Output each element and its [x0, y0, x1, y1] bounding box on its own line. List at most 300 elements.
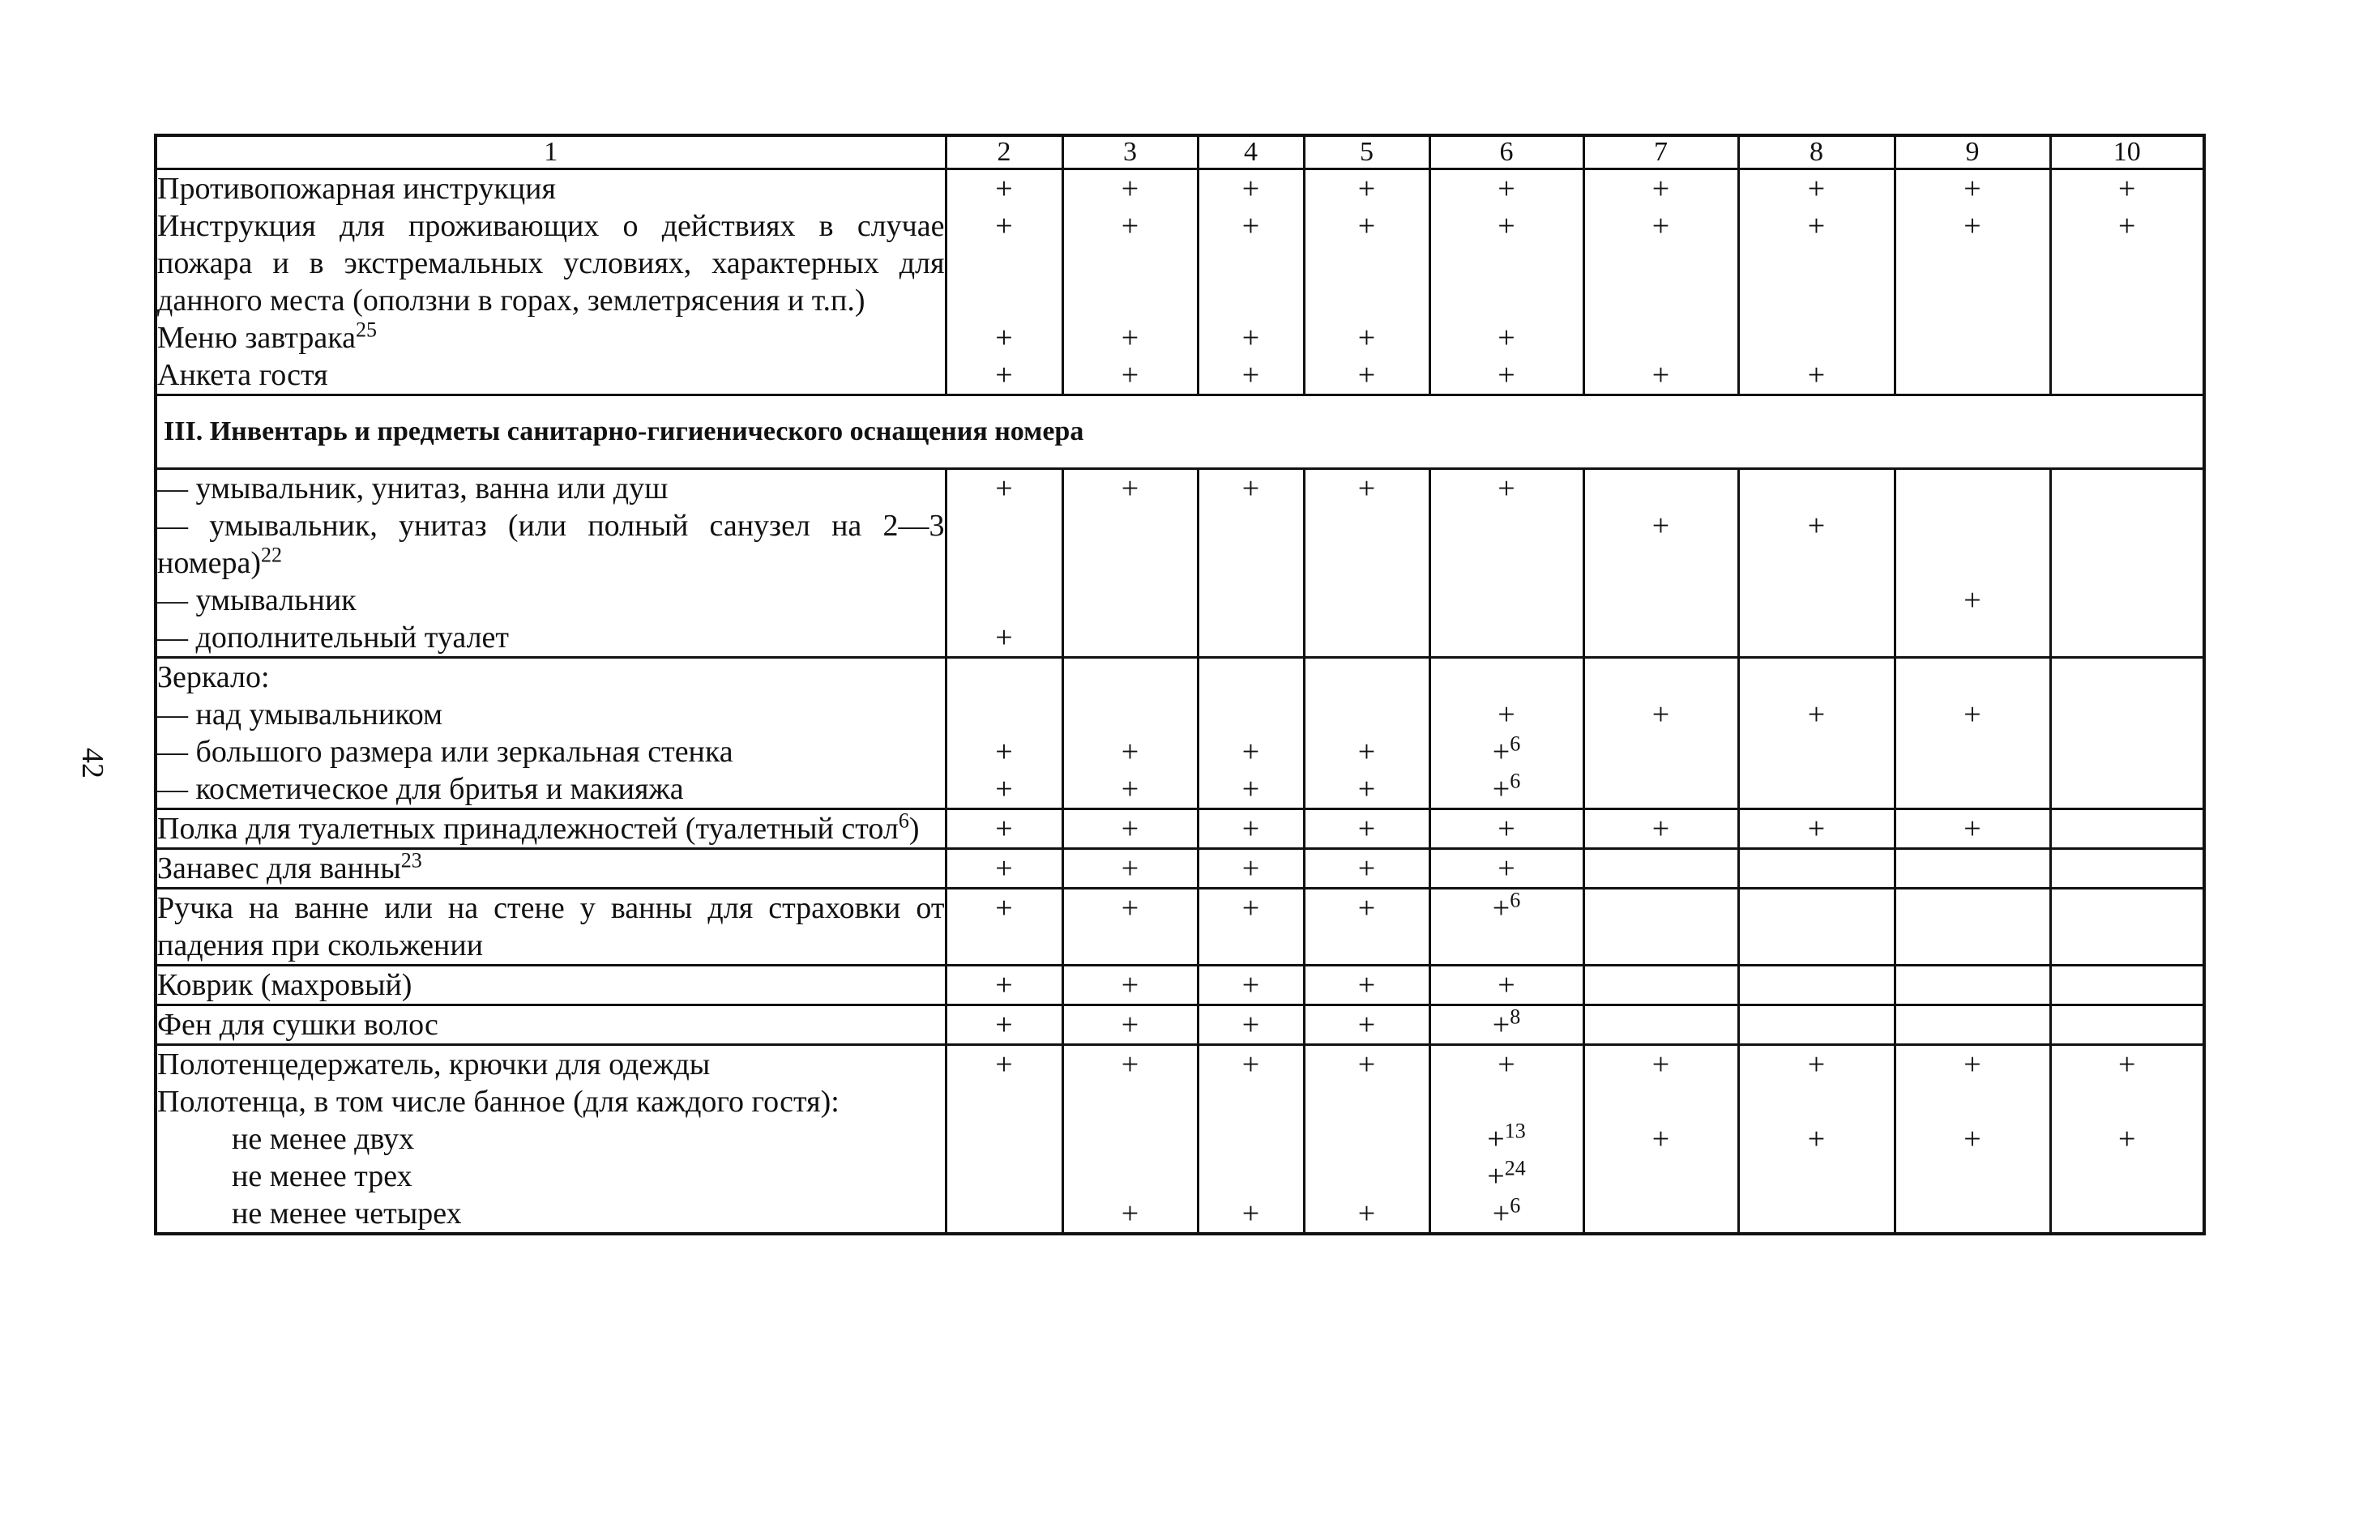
mark-cell	[2050, 169, 2204, 208]
column-header: 9	[1895, 135, 2050, 169]
mark-cell	[1429, 619, 1583, 658]
row-label-text: Инструкция для проживающих о действиях в случае пожара и в экстремальных условиях, характерных для данного места (оползни в горах, землетрясения и т.п.)	[157, 209, 945, 318]
mark-cell	[1062, 619, 1198, 658]
plus-mark: +	[1807, 358, 1826, 392]
mark-cell	[1738, 1005, 1895, 1045]
row-label	[156, 1158, 946, 1195]
plus-mark: +	[1651, 358, 1670, 392]
plus-mark: +	[1121, 735, 1139, 769]
mark-cell	[1198, 1120, 1304, 1158]
mark-cell	[946, 1158, 1062, 1195]
row-label	[156, 507, 946, 582]
plus-mark: +	[1357, 968, 1376, 1002]
plus-mark: +	[1241, 1047, 1260, 1081]
mark-cell	[1062, 966, 1198, 1005]
plus-mark: +	[995, 772, 1013, 806]
table-row	[156, 849, 2204, 889]
table-row	[156, 356, 2204, 395]
mark-cell	[1895, 849, 2050, 889]
mark-cell	[2050, 1120, 2204, 1158]
row-label-text: — большого размера или зеркальная стенка	[157, 735, 733, 769]
mark-cell	[1738, 770, 1895, 809]
mark-cell	[1738, 1083, 1895, 1120]
mark-cell	[1738, 1045, 1895, 1084]
mark-cell	[1062, 507, 1198, 582]
mark-cell	[2050, 319, 2204, 356]
mark-cell	[946, 849, 1062, 889]
row-label-text: — косметическое для бритья и макияжа	[157, 772, 684, 806]
mark-cell	[1738, 733, 1895, 770]
mark-cell	[1429, 319, 1583, 356]
mark-cell	[1738, 658, 1895, 697]
mark-cell	[1738, 619, 1895, 658]
mark-cell	[2050, 1195, 2204, 1234]
row-label-text: Зеркало:	[157, 660, 270, 694]
plus-mark: +	[1963, 209, 1981, 243]
mark-cell	[2050, 1005, 2204, 1045]
mark-cell	[1895, 889, 2050, 966]
plus-mark: +	[1807, 1122, 1826, 1156]
row-label-text: — дополнительный туалет	[157, 621, 510, 655]
plus-mark: +	[1963, 697, 1981, 732]
mark-cell	[2050, 619, 2204, 658]
column-header: 10	[2050, 135, 2204, 169]
mark-cell	[1738, 356, 1895, 395]
mark-cell	[1895, 356, 2050, 395]
mark-cell	[1304, 733, 1429, 770]
column-header: 3	[1062, 135, 1198, 169]
plus-mark: +	[1492, 1008, 1510, 1042]
plus-mark: +	[2118, 172, 2136, 206]
mark-cell	[1738, 1158, 1895, 1195]
mark-cell	[946, 356, 1062, 395]
mark-cell	[1895, 1195, 2050, 1234]
mark-cell	[2050, 582, 2204, 619]
mark-cell	[1895, 507, 2050, 582]
plus-mark: +	[995, 621, 1013, 655]
mark-cell	[1738, 169, 1895, 208]
mark-cell	[1198, 507, 1304, 582]
mark-cell	[1198, 356, 1304, 395]
mark-cell	[1429, 770, 1583, 809]
plus-mark: +	[995, 172, 1013, 206]
table-row	[156, 169, 2204, 208]
plus-mark: +	[1807, 172, 1826, 206]
table-row	[156, 1045, 2204, 1084]
mark-cell	[2050, 733, 2204, 770]
mark-cell	[1583, 619, 1738, 658]
mark-cell	[946, 507, 1062, 582]
mark-cell	[1583, 582, 1738, 619]
row-label	[156, 582, 946, 619]
plus-mark: +	[1241, 1197, 1260, 1231]
plus-mark: +	[1357, 321, 1376, 355]
mark-cell	[1304, 696, 1429, 733]
footnote-ref: 23	[400, 848, 422, 872]
mark-cell	[1895, 619, 2050, 658]
mark-cell	[1895, 1005, 2050, 1045]
footnote-ref: 6	[1510, 732, 1521, 756]
row-label	[156, 809, 946, 849]
table-row	[156, 207, 2204, 319]
row-label-text: — над умывальником	[157, 697, 443, 732]
row-label	[156, 733, 946, 770]
plus-mark: +	[1241, 968, 1260, 1002]
plus-mark: +	[1241, 471, 1260, 506]
mark-cell	[946, 770, 1062, 809]
table-row	[156, 966, 2204, 1005]
plus-mark: +	[1492, 735, 1510, 769]
plus-mark: +	[1241, 321, 1260, 355]
mark-cell	[1429, 207, 1583, 319]
plus-mark: +	[1487, 1122, 1505, 1156]
plus-mark: +	[1121, 891, 1139, 925]
mark-cell	[1304, 1083, 1429, 1120]
mark-cell	[1304, 619, 1429, 658]
plus-mark: +	[1651, 209, 1670, 243]
table-row	[156, 1005, 2204, 1045]
mark-cell	[946, 658, 1062, 697]
mark-cell	[1429, 733, 1583, 770]
mark-cell	[1429, 889, 1583, 966]
row-label	[156, 1005, 946, 1045]
plus-mark: +	[1121, 1047, 1139, 1081]
table-row	[156, 733, 2204, 770]
plus-mark: +	[1241, 891, 1260, 925]
row-label-text: Ручка на ванне или на стене у ванны для страховки от падения при скольжении	[157, 891, 945, 962]
mark-cell	[1304, 1195, 1429, 1234]
mark-cell	[1895, 207, 2050, 319]
plus-mark: +	[1807, 697, 1826, 732]
mark-cell	[1895, 469, 2050, 508]
mark-cell	[1583, 1195, 1738, 1234]
plus-mark: +	[1498, 172, 1515, 206]
mark-cell	[2050, 1045, 2204, 1084]
plus-mark: +	[995, 471, 1013, 506]
plus-mark: +	[1498, 1047, 1515, 1081]
mark-cell	[1304, 1158, 1429, 1195]
mark-cell	[946, 169, 1062, 208]
plus-mark: +	[1357, 772, 1376, 806]
mark-cell	[1738, 809, 1895, 849]
plus-mark: +	[995, 735, 1013, 769]
table-row	[156, 619, 2204, 658]
mark-cell	[1304, 356, 1429, 395]
mark-cell	[1062, 1195, 1198, 1234]
plus-mark: +	[1121, 471, 1139, 506]
column-header: 6	[1429, 135, 1583, 169]
mark-cell	[1304, 1005, 1429, 1045]
row-label-text: не менее двух	[232, 1122, 415, 1156]
mark-cell	[1429, 469, 1583, 508]
row-label-text: не менее трех	[232, 1159, 412, 1193]
mark-cell	[1304, 1120, 1429, 1158]
mark-cell	[1062, 809, 1198, 849]
mark-cell	[946, 619, 1062, 658]
mark-cell	[1583, 733, 1738, 770]
mark-cell	[1304, 169, 1429, 208]
mark-cell	[1583, 169, 1738, 208]
mark-cell	[1062, 889, 1198, 966]
mark-cell	[1738, 207, 1895, 319]
row-label	[156, 619, 946, 658]
mark-cell	[1429, 582, 1583, 619]
mark-cell	[1304, 1045, 1429, 1084]
row-label-text: — умывальник, унитаз (или полный санузел на 2—3 номера)	[157, 509, 945, 580]
mark-cell	[1198, 1195, 1304, 1234]
mark-cell	[2050, 356, 2204, 395]
plus-mark: +	[2118, 1047, 2136, 1081]
plus-mark: +	[1651, 1122, 1670, 1156]
mark-cell	[1304, 507, 1429, 582]
mark-cell	[2050, 469, 2204, 508]
plus-mark: +	[1241, 772, 1260, 806]
plus-mark: +	[1963, 583, 1981, 617]
plus-mark: +	[1357, 851, 1376, 885]
mark-cell	[1429, 1045, 1583, 1084]
row-label-text: Фен для сушки волос	[157, 1008, 438, 1042]
plus-mark: +	[1121, 968, 1139, 1002]
plus-mark: +	[1807, 509, 1826, 543]
plus-mark: +	[1357, 735, 1376, 769]
mark-cell	[1895, 1083, 2050, 1120]
mark-cell	[1895, 658, 2050, 697]
mark-cell	[946, 966, 1062, 1005]
row-label-text: Полка для туалетных принадлежностей (туалетный стол	[157, 812, 899, 846]
plus-mark: +	[1963, 172, 1981, 206]
mark-cell	[1429, 809, 1583, 849]
mark-cell	[946, 696, 1062, 733]
mark-cell	[1198, 733, 1304, 770]
row-label	[156, 169, 946, 208]
mark-cell	[1738, 507, 1895, 582]
row-label-text: — умывальник, унитаз, ванна или душ	[157, 471, 669, 506]
plus-mark: +	[995, 851, 1013, 885]
mark-cell	[1198, 169, 1304, 208]
row-label	[156, 889, 946, 966]
mark-cell	[1738, 1120, 1895, 1158]
mark-cell	[1895, 582, 2050, 619]
row-label-text: Занавес для ванны	[157, 851, 401, 885]
mark-cell	[1062, 658, 1198, 697]
plus-mark: +	[1357, 1047, 1376, 1081]
mark-cell	[1583, 1120, 1738, 1158]
mark-cell	[1895, 169, 2050, 208]
row-label	[156, 1083, 946, 1120]
mark-cell	[946, 809, 1062, 849]
mark-cell	[1198, 469, 1304, 508]
mark-cell	[1062, 169, 1198, 208]
column-header: 5	[1304, 135, 1429, 169]
mark-cell	[1738, 469, 1895, 508]
plus-mark: +	[1498, 321, 1515, 355]
mark-cell	[2050, 207, 2204, 319]
mark-cell	[1583, 658, 1738, 697]
plus-mark: +	[1121, 172, 1139, 206]
mark-cell	[1062, 770, 1198, 809]
mark-cell	[1429, 658, 1583, 697]
plus-mark: +	[1807, 1047, 1826, 1081]
row-label	[156, 1045, 946, 1084]
column-header: 8	[1738, 135, 1895, 169]
requirements-table	[154, 134, 2206, 1235]
mark-cell	[946, 1195, 1062, 1234]
footnote-ref: 6	[1510, 888, 1521, 912]
mark-cell	[1583, 1158, 1738, 1195]
plus-mark: +	[1121, 321, 1139, 355]
mark-cell	[1895, 1045, 2050, 1084]
plus-mark: +	[1963, 1122, 1981, 1156]
table-header-row	[156, 135, 2204, 169]
plus-mark: +	[1241, 1008, 1260, 1042]
plus-mark: +	[1357, 209, 1376, 243]
mark-cell	[1062, 696, 1198, 733]
mark-cell	[1583, 966, 1738, 1005]
row-label-text: Полотенцедержатель, крючки для одежды	[157, 1047, 711, 1081]
mark-cell	[1895, 1158, 2050, 1195]
row-label-tail: )	[908, 812, 920, 846]
table-row	[156, 1083, 2204, 1120]
row-label	[156, 966, 946, 1005]
plus-mark: +	[995, 1047, 1013, 1081]
plus-mark: +	[1963, 1047, 1981, 1081]
mark-cell	[2050, 658, 2204, 697]
table-row	[156, 319, 2204, 356]
mark-cell	[1583, 356, 1738, 395]
footnote-ref: 25	[355, 318, 377, 342]
mark-cell	[1304, 966, 1429, 1005]
footnote-ref: 6	[1510, 1193, 1521, 1218]
plus-mark: +	[1357, 1008, 1376, 1042]
mark-cell	[1583, 469, 1738, 508]
plus-mark: +	[1498, 358, 1515, 392]
mark-cell	[1738, 966, 1895, 1005]
mark-cell	[1429, 169, 1583, 208]
mark-cell	[1583, 207, 1738, 319]
mark-cell	[1062, 849, 1198, 889]
plus-mark: +	[1121, 209, 1139, 243]
mark-cell	[1895, 319, 2050, 356]
mark-cell	[1062, 582, 1198, 619]
mark-cell	[1738, 319, 1895, 356]
mark-cell	[1583, 889, 1738, 966]
mark-cell	[1062, 207, 1198, 319]
mark-cell	[1429, 849, 1583, 889]
row-label	[156, 319, 946, 356]
mark-cell	[1429, 1158, 1583, 1195]
mark-cell	[1583, 809, 1738, 849]
mark-cell	[1738, 582, 1895, 619]
plus-mark: +	[995, 209, 1013, 243]
plus-mark: +	[1498, 812, 1515, 846]
mark-cell	[1583, 770, 1738, 809]
plus-mark: +	[2118, 209, 2136, 243]
mark-cell	[1198, 207, 1304, 319]
mark-cell	[1062, 1083, 1198, 1120]
mark-cell	[2050, 966, 2204, 1005]
mark-cell	[946, 1120, 1062, 1158]
row-label	[156, 658, 946, 697]
footnote-ref: 13	[1504, 1119, 1526, 1143]
mark-cell	[1198, 319, 1304, 356]
mark-cell	[1429, 1195, 1583, 1234]
plus-mark: +	[1498, 471, 1515, 506]
footnote-ref: 24	[1504, 1156, 1526, 1180]
plus-mark: +	[1498, 697, 1515, 732]
mark-cell	[1304, 849, 1429, 889]
mark-cell	[946, 1005, 1062, 1045]
row-label-text: Меню завтрака	[157, 321, 356, 355]
column-header: 2	[946, 135, 1062, 169]
mark-cell	[1198, 966, 1304, 1005]
plus-mark: +	[1651, 172, 1670, 206]
plus-mark: +	[1487, 1159, 1505, 1193]
mark-cell	[1062, 356, 1198, 395]
table-row	[156, 809, 2204, 849]
plus-mark: +	[1357, 358, 1376, 392]
mark-cell	[1304, 658, 1429, 697]
plus-mark: +	[1492, 1197, 1510, 1231]
plus-mark: +	[1651, 697, 1670, 732]
row-label	[156, 849, 946, 889]
plus-mark: +	[1651, 509, 1670, 543]
plus-mark: +	[1241, 851, 1260, 885]
mark-cell	[1429, 356, 1583, 395]
mark-cell	[1429, 966, 1583, 1005]
mark-cell	[946, 1045, 1062, 1084]
mark-cell	[1198, 1045, 1304, 1084]
table-row	[156, 582, 2204, 619]
row-label	[156, 356, 946, 395]
row-label-text: Полотенца, в том числе банное (для каждого гостя):	[157, 1085, 840, 1119]
mark-cell	[1895, 696, 2050, 733]
mark-cell	[1198, 889, 1304, 966]
mark-cell	[1583, 849, 1738, 889]
mark-cell	[1738, 849, 1895, 889]
mark-cell	[1198, 1083, 1304, 1120]
mark-cell	[2050, 696, 2204, 733]
column-header: 1	[156, 135, 946, 169]
plus-mark: +	[1241, 735, 1260, 769]
mark-cell	[1304, 207, 1429, 319]
mark-cell	[1895, 770, 2050, 809]
mark-cell	[1062, 733, 1198, 770]
plus-mark: +	[995, 968, 1013, 1002]
table-row	[156, 469, 2204, 508]
mark-cell	[1583, 696, 1738, 733]
mark-cell	[1304, 582, 1429, 619]
mark-cell	[1304, 770, 1429, 809]
plus-mark: +	[1241, 172, 1260, 206]
plus-mark: +	[1498, 968, 1515, 1002]
mark-cell	[1738, 696, 1895, 733]
mark-cell	[1062, 469, 1198, 508]
plus-mark: +	[995, 812, 1013, 846]
mark-cell	[1429, 1120, 1583, 1158]
plus-mark: +	[995, 1008, 1013, 1042]
mark-cell	[1429, 1083, 1583, 1120]
table-row	[156, 658, 2204, 697]
mark-cell	[946, 733, 1062, 770]
plus-mark: +	[1121, 812, 1139, 846]
mark-cell	[1304, 889, 1429, 966]
column-header: 4	[1198, 135, 1304, 169]
plus-mark: +	[1241, 209, 1260, 243]
mark-cell	[1583, 1005, 1738, 1045]
mark-cell	[1062, 1045, 1198, 1084]
mark-cell	[1429, 1005, 1583, 1045]
plus-mark: +	[1492, 772, 1510, 806]
